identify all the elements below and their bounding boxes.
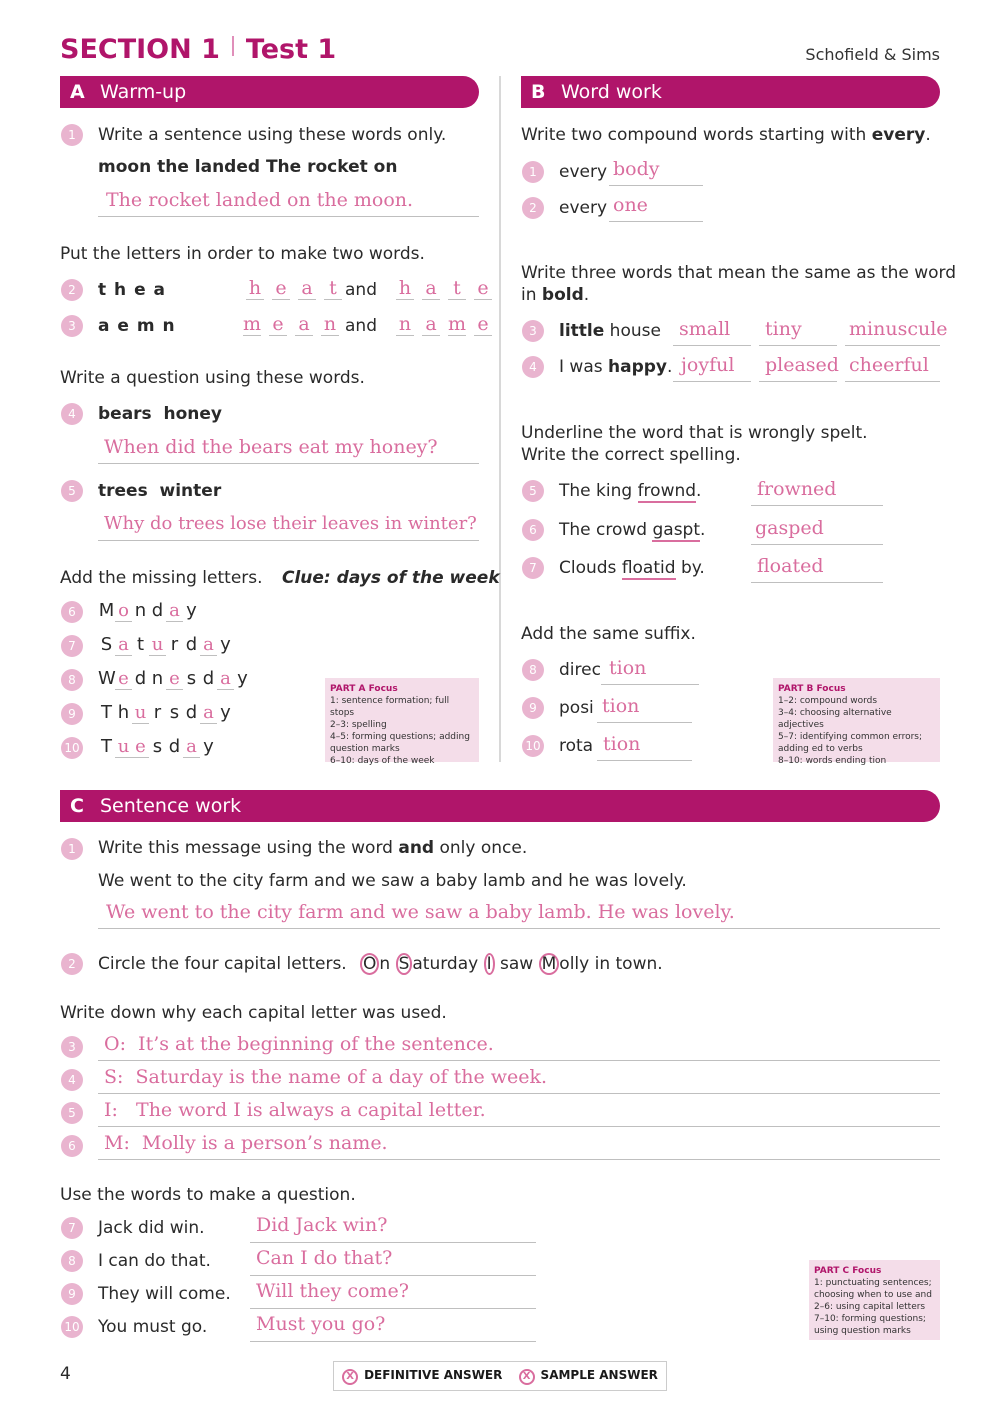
definitive-answer-key: X DEFINITIVE ANSWER [342,1368,502,1385]
given-letter: h [117,702,130,723]
section-c-header [60,790,940,822]
instruction: Circle the four capital letters. [98,954,347,974]
given-letter: y [186,600,197,621]
answer-text: Why do trees lose their leaves in winter? [104,513,477,534]
part-a-focus-box [325,678,479,766]
question-number: 9 [61,703,83,725]
instruction: Write the correct spelling. [521,445,741,465]
question-number: 5 [522,480,544,502]
prompt-phrase: I was happy. [559,357,673,377]
circled-letter: I [484,953,495,975]
letter-set: t h e a [98,280,166,300]
section-label: SECTION 1 [60,34,220,65]
answer-text: joyful [681,354,735,376]
answer-line [98,1159,940,1160]
word-list: moon the landed The rocket on [98,157,398,177]
answer-line [98,463,479,464]
answer-text: body [613,158,660,180]
answer-line [751,582,883,583]
given-letter: d [134,668,147,689]
question-number: 1 [61,124,83,146]
word-stem: direc [559,660,601,680]
given-letter: T [101,702,112,723]
question-number: 8 [61,1250,83,1272]
answer-text: frowned [757,478,837,500]
section-letter: A [70,81,85,103]
answer-text: small [679,318,731,340]
answer-line [597,760,692,761]
answer-text: one [613,194,648,216]
anagram-answer-2: n a m e [396,313,500,336]
answer-legend [333,1361,667,1391]
and-label: and [345,280,377,300]
instruction: Add the same suffix. [521,624,696,644]
instruction: Use the words to make a question. [60,1185,356,1205]
underlined-word: floatid [621,558,676,578]
given-letter: y [220,634,231,655]
question-number: 7 [61,1217,83,1239]
focus-title: PART B Focus [778,684,846,694]
answer-line [98,1126,940,1127]
given-letter: r [153,702,162,723]
given-letter: S [100,634,113,655]
prompt-phrase: little house [559,321,661,341]
question-number: 1 [61,838,83,860]
answer-text: Can I do that? [256,1247,393,1269]
question-number: 8 [522,659,544,681]
question-number: 2 [522,197,544,219]
instruction: in bold. [521,285,590,305]
given-letter: d [151,600,164,621]
missing-letter: a [183,736,200,758]
answer-line [98,1093,940,1094]
word-stem: rota [559,736,594,756]
focus-line: 6–10: days of the week [330,756,435,766]
answer-text: tiny [765,318,802,340]
answer-line [759,345,837,346]
sample-answer-key: X SAMPLE ANSWER [519,1368,658,1385]
day-word [98,668,251,690]
question-number: 3 [61,1036,83,1058]
given-letter: s [152,736,163,757]
given-letter: y [203,736,214,757]
sentence: The crowd gaspt. [559,520,706,540]
answer-line [601,684,699,685]
given-letter: y [220,702,231,723]
missing-letter: a [200,634,217,656]
focus-line: 4–5: forming questions; adding [330,732,470,742]
focus-title: PART C Focus [814,1266,882,1276]
focus-line: 1–2: compound words [778,696,878,706]
sentence: The king frownd. [559,481,702,501]
answer-text: tion [602,695,640,717]
given-letter: d [185,702,198,723]
question-number: 10 [61,1316,83,1338]
and-label: and [345,316,377,336]
answer-line [250,1341,536,1342]
question-number: 4 [61,403,83,425]
sentence: Clouds floatid by. [559,558,705,578]
underlined-word: gaspt [652,520,701,540]
question-number: 6 [61,1135,83,1157]
clue: Clue: days of the week [282,568,500,588]
question-number: 8 [61,669,83,691]
question-number: 10 [522,735,544,757]
question-number: 4 [522,356,544,378]
answer-line [250,1275,536,1276]
statement: They will come. [98,1284,231,1304]
question-number: 5 [61,480,83,502]
question-number: 2 [61,279,83,301]
instruction: Write a sentence using these words only. [98,125,447,145]
focus-line: 1: punctuating sentences; [814,1278,932,1288]
publisher: Schofield & Sims [805,45,940,64]
question-number: 7 [522,557,544,579]
word-list: bears honey [98,404,223,424]
answer-text: gasped [755,517,824,539]
answer-line [759,381,837,382]
focus-title: PART A Focus [330,684,398,694]
focus-line: 5–7: identifying common errors; [778,732,923,742]
answer-text: M: Molly is a person’s name. [104,1132,388,1154]
focus-line: 2–3: spelling [330,720,387,730]
statement: I can do that. [98,1251,211,1271]
x-circle-icon: X [519,1369,535,1385]
focus-line: 2–6: using capital letters [814,1302,926,1312]
answer-text: O: It’s at the beginning of the sentence. [104,1033,494,1055]
focus-line: 3–4: choosing alternative adjectives [778,708,892,730]
answer-text: Must you go? [256,1313,386,1335]
question-number: 9 [522,697,544,719]
section-title: Warm-up [100,81,187,103]
day-word [98,600,200,622]
word-stem: every [559,198,608,218]
answer-line [250,1242,536,1243]
given-letter: d [202,668,215,689]
given-letter: d [185,634,198,655]
section-b-header [521,76,940,108]
missing-letter: a [166,600,183,622]
message-text: We went to the city farm and we saw a baby lamb and he was lovely. [98,871,687,891]
instruction: Underline the word that is wrongly spelt. [521,423,868,443]
answer-line [673,381,751,382]
page-number: 4 [60,1364,71,1384]
underlined-word: frownd [637,481,697,501]
focus-line: question marks [330,744,400,754]
instruction: Write two compound words starting with every. [521,125,931,145]
answer-line [609,185,703,186]
answer-line [751,544,883,545]
statement: Jack did win. [98,1218,205,1238]
answer-line [597,722,692,723]
answer-line [98,540,479,541]
word-list: trees winter [98,481,222,501]
section-title: Sentence work [100,795,242,817]
answer-text: pleased [765,354,839,376]
answer-text: When did the bears eat my honey? [104,436,438,458]
answer-line [98,216,479,217]
section-letter: B [531,81,546,103]
given-letter: n [134,600,147,621]
question-number: 5 [61,1102,83,1124]
missing-letter: a [217,668,234,690]
circled-letter: M [539,953,560,975]
question-number: 1 [522,161,544,183]
question-number: 6 [61,601,83,623]
section-letter: C [70,795,84,817]
answer-text: tion [603,733,641,755]
answer-line [609,221,703,222]
question-number: 7 [61,635,83,657]
word-stem: every [559,162,608,182]
instruction: Write three words that mean the same as the word [521,263,957,283]
answer-line [673,345,751,346]
part-c-focus-box [809,1260,940,1340]
given-letter: y [237,668,248,689]
missing-letter: e [132,736,149,758]
missing-letter: a [200,702,217,724]
missing-letter: e [115,668,132,690]
letter-set: a e m n [98,316,176,336]
answer-line [751,505,883,506]
focus-line: 7–10: forming questions; [814,1314,926,1324]
answer-text: We went to the city farm and we saw a baby lamb. He was lovely. [106,901,735,923]
word-stem: posi [559,698,594,718]
question-number: 6 [522,519,544,541]
answer-text: S: Saturday is the name of a day of the week. [104,1066,548,1088]
anagram-answer-2: h a t e [396,277,500,300]
question-number: 2 [61,953,83,975]
answer-line [98,1060,940,1061]
anagram-answer-1: h e a t [246,277,350,300]
statement: You must go. [98,1317,208,1337]
instruction: Put the letters in order to make two words. [60,244,425,264]
question-number: 9 [61,1283,83,1305]
question-number: 10 [61,737,83,759]
day-word [98,634,234,656]
answer-line [845,345,940,346]
answer-line [845,381,940,382]
focus-line: choosing when to use and [814,1290,932,1300]
focus-line: 8–10: words ending tion [778,756,887,766]
missing-letter: u [115,736,132,758]
answer-text: Will they come? [256,1280,409,1302]
column-divider [499,76,501,762]
day-word [98,702,234,724]
given-letter: r [170,634,179,655]
given-letter: T [101,736,112,757]
instruction: Write a question using these words. [60,368,365,388]
missing-letter: o [115,600,132,622]
answer-line [98,928,940,929]
day-word [98,736,217,758]
anagram-answer-1: m e a n [243,313,347,336]
page-title [60,34,336,65]
question-number: 4 [61,1069,83,1091]
given-letter: s [169,702,180,723]
circled-letter: O [360,953,379,975]
x-circle-icon: X [342,1369,358,1385]
question-number: 3 [522,320,544,342]
instruction: Write this message using the word and only once. [98,838,528,858]
answer-text: minuscule [849,318,948,340]
circled-letter: S [396,953,413,975]
answer-text: Did Jack win? [256,1214,388,1236]
instruction: Add the missing letters. [60,568,263,588]
missing-letter: a [115,634,132,656]
section-title: Word work [561,81,662,103]
title-separator [232,36,234,56]
answer-text: I: The word I is always a capital letter. [104,1099,486,1121]
given-letter: n [151,668,164,689]
section-a-header [60,76,479,108]
answer-line [250,1308,536,1309]
answer-text: tion [609,657,647,679]
focus-line: 1: sentence formation; full stops [330,696,450,718]
capital-sentence: O n S aturday I saw M olly in town. [360,953,663,975]
given-letter: t [136,634,145,655]
missing-letter: u [132,702,149,724]
answer-text: floated [757,555,824,577]
test-label: Test 1 [245,34,337,65]
given-letter: s [186,668,197,689]
instruction: Write down why each capital letter was used. [60,1003,447,1023]
missing-letter: u [149,634,166,656]
given-letter: M [98,600,115,621]
focus-line: adding ed to verbs [778,744,863,754]
answer-text: cheerful [849,354,929,376]
missing-letter: e [166,668,183,690]
question-number: 3 [61,315,83,337]
answer-text: The rocket landed on the moon. [106,189,414,211]
focus-line: using question marks [814,1326,911,1336]
given-letter: W [98,668,116,689]
part-b-focus-box [773,678,940,766]
given-letter: d [168,736,181,757]
